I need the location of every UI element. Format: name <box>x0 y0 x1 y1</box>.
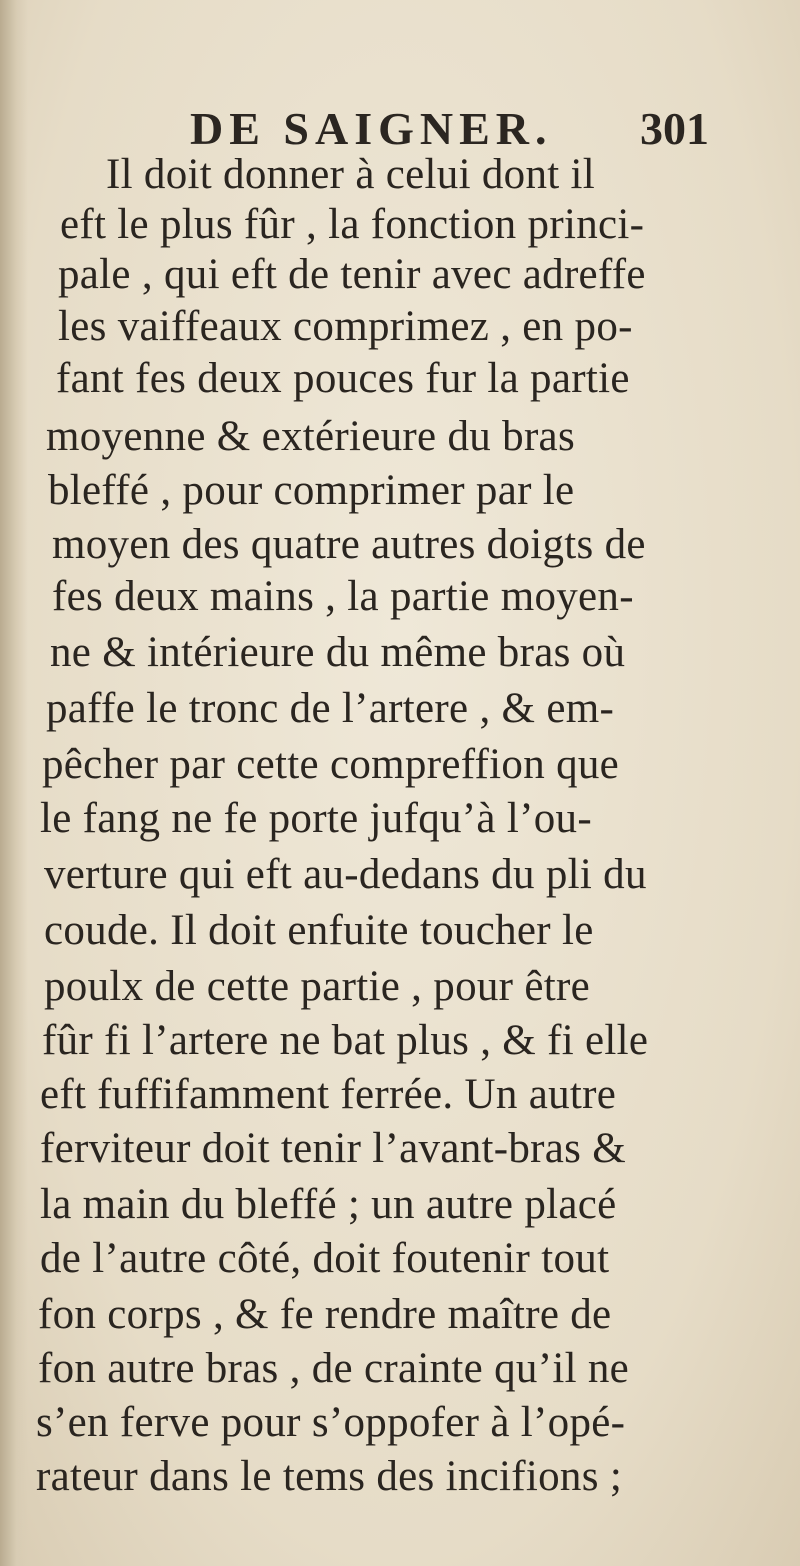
text-line: de l’autre côté, doit foutenir tout <box>40 1235 610 1282</box>
text-line: eft le plus fûr , la fonction princi- <box>60 201 645 248</box>
text-line: poulx de cette partie , pour être <box>44 963 590 1010</box>
running-head <box>0 100 800 156</box>
text-line: paffe le tronc de l’artere , & em- <box>46 685 615 732</box>
text-line: ferviteur doit tenir l’avant-bras & <box>40 1125 627 1172</box>
text-line: verture qui eft au-dedans du pli du <box>44 851 647 898</box>
text-line: coude. Il doit enfuite toucher le <box>44 907 594 954</box>
text-line: Il doit donner à celui dont il <box>106 151 596 198</box>
text-line: pale , qui eft de tenir avec adreffe <box>58 251 646 298</box>
text-line: le fang ne fe porte jufqu’à l’ou- <box>40 795 592 842</box>
text-line: moyenne & extérieure du bras <box>46 413 575 460</box>
text-line: fon autre bras , de crainte qu’il ne <box>38 1345 630 1392</box>
text-line: s’en ferve pour s’oppofer à l’opé- <box>36 1399 626 1446</box>
text-line: eft fuffifamment ferrée. Un autre <box>40 1071 617 1118</box>
text-line: la main du bleffé ; un autre placé <box>40 1181 617 1228</box>
text-line: pêcher par cette compreffion que <box>42 741 620 788</box>
text-line: rateur dans le tems des incifions ; <box>36 1453 623 1500</box>
page-number: 301 <box>640 103 709 154</box>
text-line: fant fes deux pouces fur la partie <box>56 355 630 402</box>
text-line: moyen des quatre autres doigts de <box>52 521 646 568</box>
text-line: ne & intérieure du même bras où <box>50 629 626 676</box>
page-gutter-shadow <box>0 0 28 1566</box>
text-line: fes deux mains , la partie moyen- <box>52 573 634 620</box>
text-line: les vaiffeaux comprimez , en po- <box>58 303 633 350</box>
running-head-title: DE SAIGNER. <box>190 103 553 154</box>
text-line: fon corps , & fe rendre maître de <box>38 1291 612 1338</box>
text-line: fûr fi l’artere ne bat plus , & fi elle <box>42 1017 649 1064</box>
text-line: bleffé , pour comprimer par le <box>48 467 575 514</box>
